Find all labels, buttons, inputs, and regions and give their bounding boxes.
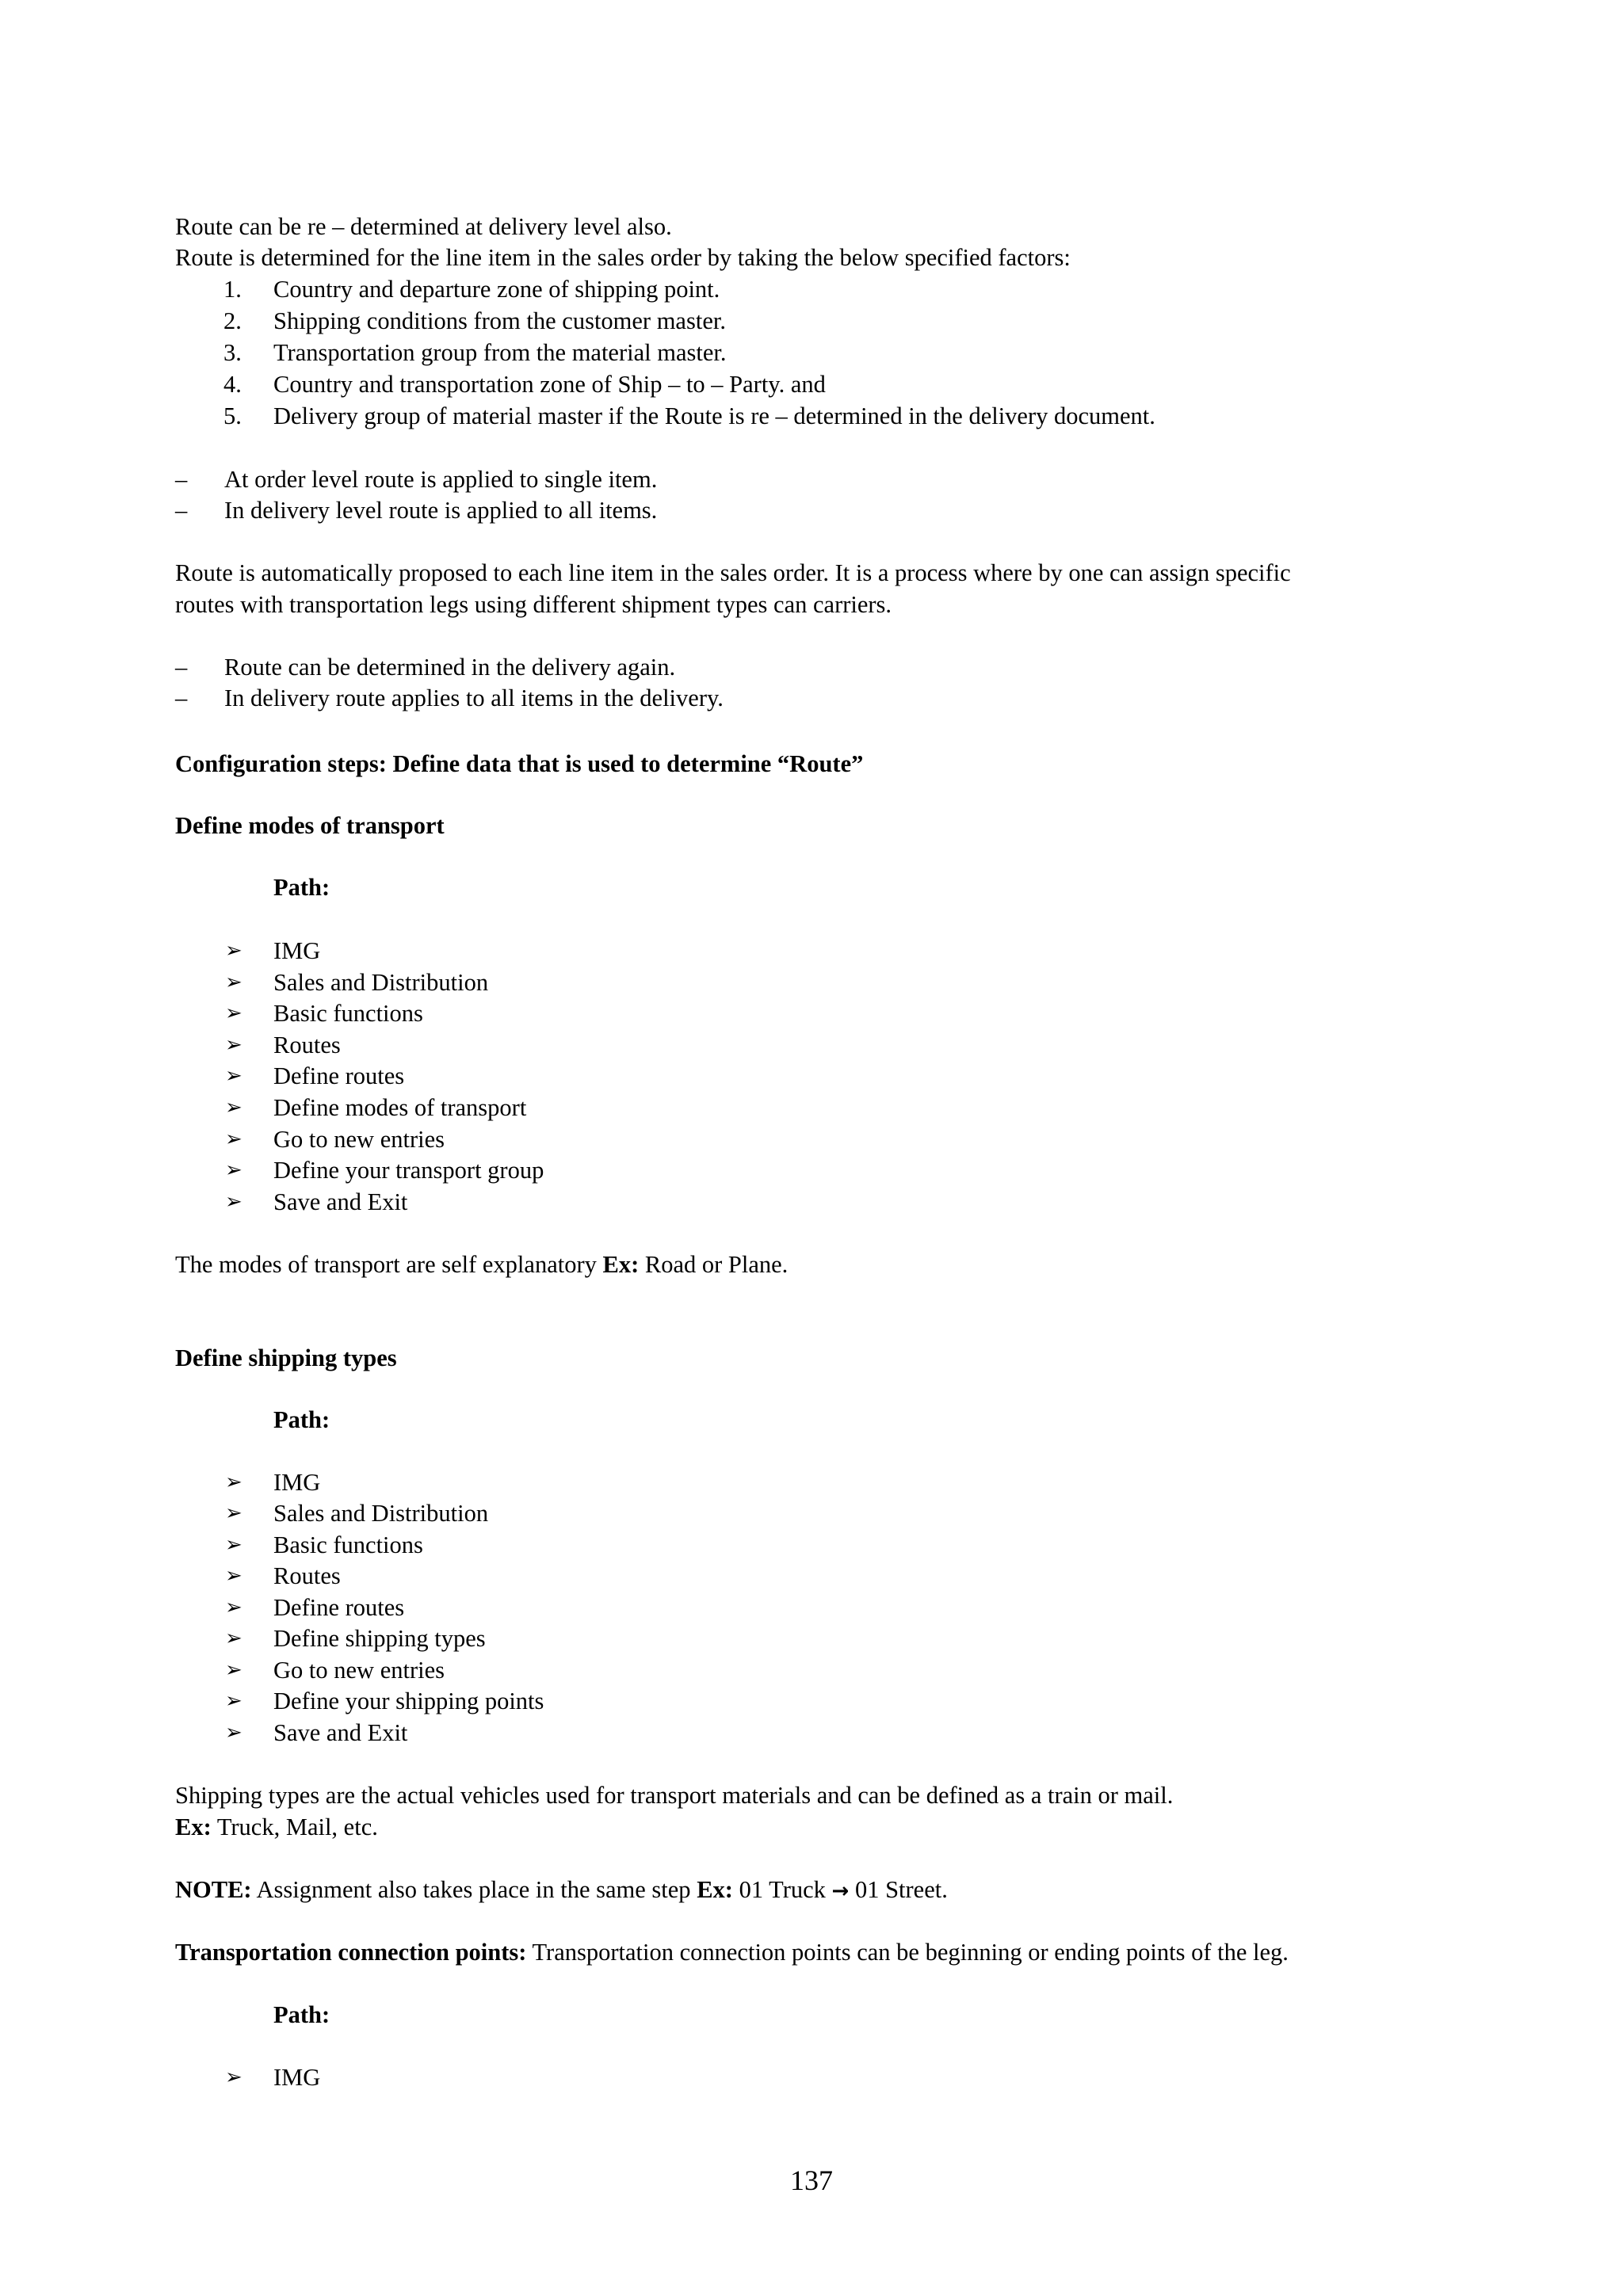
path-step: Basic functions: [273, 1531, 423, 1558]
ex-label: Ex:: [175, 1814, 212, 1840]
path-step: Sales and Distribution: [273, 969, 489, 996]
arrow-right-icon: →: [831, 1879, 850, 1903]
path-step: Define routes: [273, 1062, 405, 1089]
note-tail: 01 Street.: [849, 1876, 948, 1903]
shipping-description-line-1: Shipping types are the actual vehicles used for transport materials and can be defined as a train or mail.: [175, 1782, 1174, 1809]
dash-marker: –: [175, 497, 188, 524]
paragraph-line-2: routes with transportation legs using different shipment types can carriers.: [175, 591, 892, 618]
intro-line-1: Route can be re – determined at delivery level also.: [175, 213, 672, 240]
path-step: Basic functions: [273, 1000, 423, 1027]
path-step: Save and Exit: [273, 1719, 408, 1746]
bullet-arrow-icon: ➢: [225, 1689, 242, 1713]
factor-number: 2.: [223, 307, 242, 334]
dash-marker: –: [175, 654, 188, 681]
bullet-arrow-icon: ➢: [225, 1190, 242, 1214]
path-step: Routes: [273, 1562, 341, 1589]
dash-item: In delivery route applies to all items in the delivery.: [224, 685, 724, 711]
bullet-arrow-icon: ➢: [225, 1001, 242, 1025]
path-label: Path:: [273, 1406, 330, 1433]
factor-number: 1.: [223, 276, 242, 303]
note-text: Assignment also takes place in the same step: [251, 1876, 697, 1903]
note-label: NOTE:: [175, 1876, 252, 1903]
note-tail: 01 Truck: [732, 1876, 832, 1903]
page-number: 137: [790, 2164, 833, 2196]
dash-item: In delivery level route is applied to all items.: [224, 497, 658, 524]
connection-points-text: Transportation connection points can be beginning or ending points of the leg.: [526, 1939, 1289, 1966]
connection-points-line: [175, 1936, 1289, 1968]
factor-text: Delivery group of material master if the Route is re – determined in the delivery document.: [273, 402, 1155, 429]
dash-item: At order level route is applied to single item.: [224, 466, 658, 493]
dash-item: Route can be determined in the delivery again.: [224, 654, 676, 681]
bullet-arrow-icon: ➢: [225, 1096, 242, 1119]
path-step: Sales and Distribution: [273, 1500, 489, 1527]
bullet-arrow-icon: ➢: [225, 1064, 242, 1088]
bullet-arrow-icon: ➢: [225, 1533, 242, 1557]
path-label: Path:: [273, 874, 330, 901]
factor-number: 3.: [223, 339, 242, 366]
factor-number: 4.: [223, 371, 242, 398]
path-step: Routes: [273, 1032, 341, 1058]
connection-points-label: Transportation connection points:: [175, 1939, 527, 1966]
path-step: IMG: [273, 1469, 321, 1496]
path-step: IMG: [273, 937, 321, 964]
section-heading-modes: Define modes of transport: [175, 812, 445, 839]
intro-line-2: Route is determined for the line item in the sales order by taking the below specified factors:: [175, 244, 1071, 271]
bullet-arrow-icon: ➢: [225, 1033, 242, 1057]
bullet-arrow-icon: ➢: [225, 2065, 242, 2089]
ex-label: Ex:: [602, 1251, 640, 1278]
factor-number: 5.: [223, 402, 242, 429]
modes-note-text: The modes of transport are self explanatory: [175, 1251, 603, 1278]
paragraph-line-1: Route is automatically proposed to each line item in the sales order. It is a process where by one can assign specific: [175, 559, 1291, 586]
ex-label: Ex:: [697, 1876, 733, 1903]
config-heading: Configuration steps: Define data that is used to determine “Route”: [175, 750, 864, 777]
section-heading-shipping: Define shipping types: [175, 1344, 397, 1371]
bullet-arrow-icon: ➢: [225, 1627, 242, 1650]
bullet-arrow-icon: ➢: [225, 1501, 242, 1525]
shipping-examples: Truck, Mail, etc.: [211, 1814, 378, 1840]
path-step: Define modes of transport: [273, 1094, 527, 1121]
factor-text: Transportation group from the material master.: [273, 339, 727, 366]
factor-text: Country and departure zone of shipping point.: [273, 276, 720, 303]
note-line: [175, 1874, 948, 1907]
bullet-arrow-icon: ➢: [225, 1564, 242, 1588]
bullet-arrow-icon: ➢: [225, 939, 242, 963]
path-step: Define your transport group: [273, 1157, 544, 1184]
path-step: Save and Exit: [273, 1188, 408, 1215]
bullet-arrow-icon: ➢: [225, 1158, 242, 1182]
path-step: Define routes: [273, 1594, 405, 1621]
dash-marker: –: [175, 466, 188, 493]
bullet-arrow-icon: ➢: [225, 1470, 242, 1494]
factor-text: Country and transportation zone of Ship – to – Party. and: [273, 371, 826, 398]
path-label: Path:: [273, 2001, 330, 2028]
path-step: Go to new entries: [273, 1126, 445, 1153]
bullet-arrow-icon: ➢: [225, 971, 242, 994]
bullet-arrow-icon: ➢: [225, 1596, 242, 1619]
path-step: Go to new entries: [273, 1657, 445, 1684]
path-step: IMG: [273, 2064, 321, 2091]
bullet-arrow-icon: ➢: [225, 1658, 242, 1682]
bullet-arrow-icon: ➢: [225, 1721, 242, 1745]
factor-text: Shipping conditions from the customer master.: [273, 307, 726, 334]
bullet-arrow-icon: ➢: [225, 1127, 242, 1151]
dash-marker: –: [175, 685, 188, 711]
modes-note-tail: Road or Plane.: [639, 1251, 789, 1278]
modes-explanation: [175, 1249, 788, 1280]
path-step: Define your shipping points: [273, 1688, 544, 1714]
shipping-description-line-2: [175, 1811, 378, 1843]
path-step: Define shipping types: [273, 1625, 486, 1652]
